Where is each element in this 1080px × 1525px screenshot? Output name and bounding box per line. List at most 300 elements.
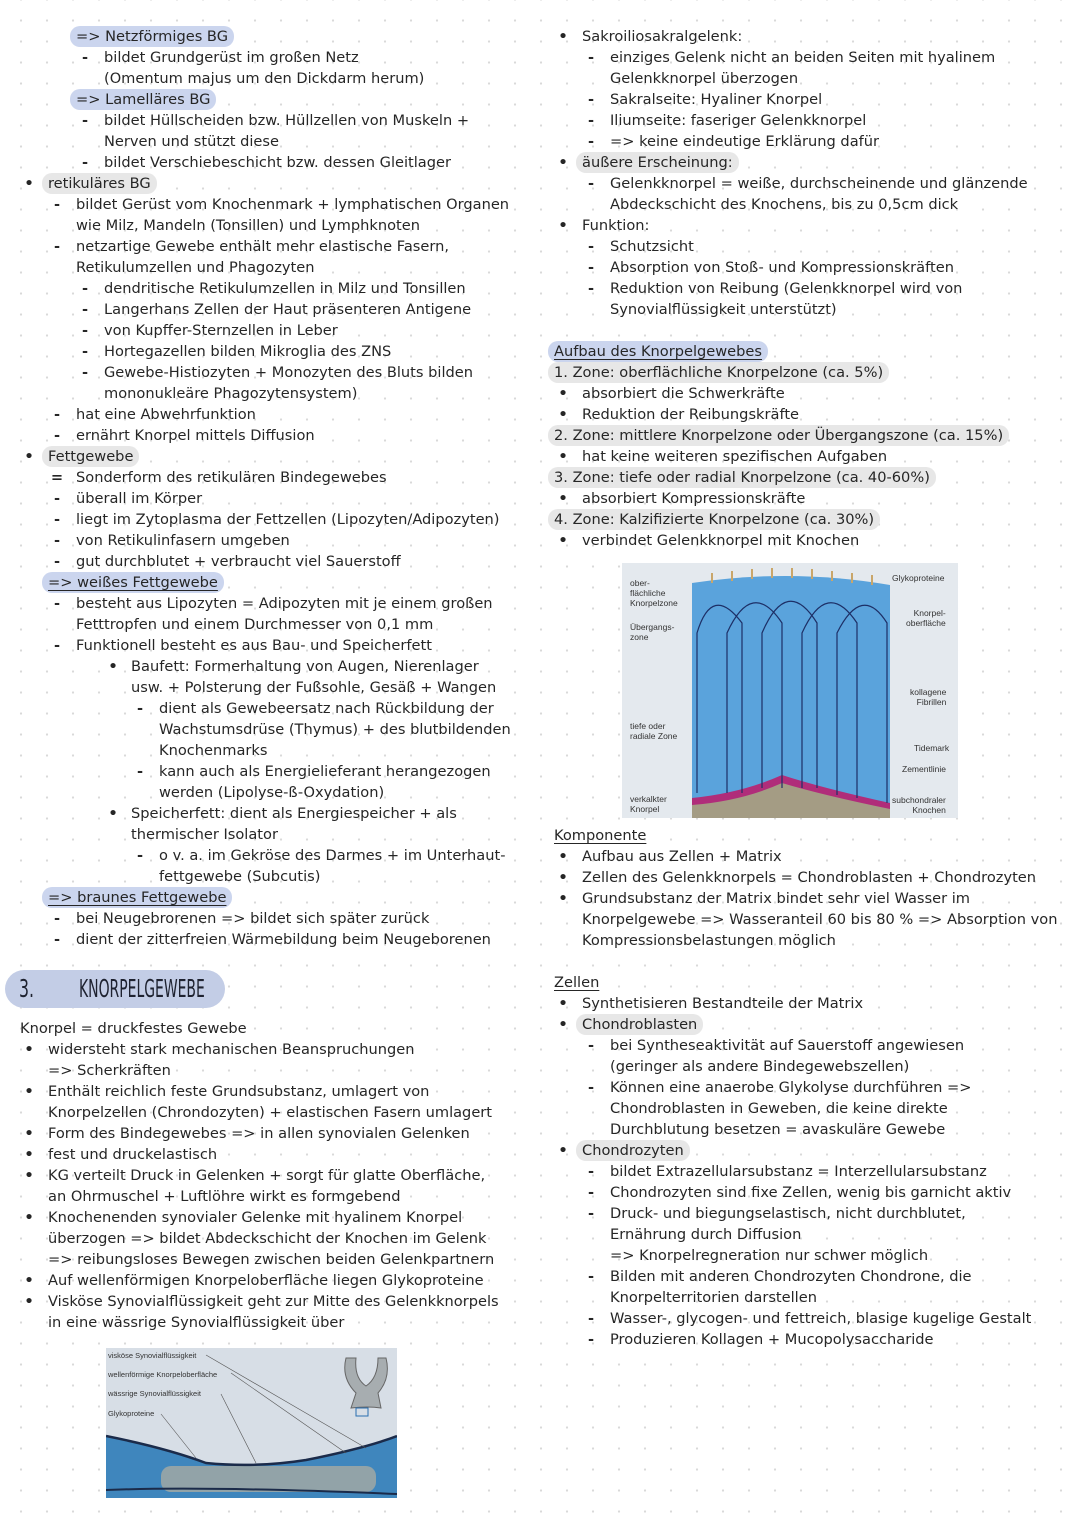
subheading: Chondrozyten <box>576 1140 690 1161</box>
dash-marker: - <box>81 154 89 171</box>
figure-label: Übergangs- zone <box>630 622 675 642</box>
bullet-icon: • <box>24 1293 34 1310</box>
note-text: gut durchblutet + verbraucht viel Sauerstoff <box>76 553 401 570</box>
note-line <box>0 635 530 656</box>
note-text: werden (Lipolyse-ß-Oxydation) <box>159 784 385 801</box>
subheading: Zellen <box>554 974 600 991</box>
note-line <box>534 1077 1064 1098</box>
note-line <box>0 152 530 173</box>
note-line <box>0 1249 530 1270</box>
subheading: Komponente <box>554 827 647 844</box>
note-text: Sakralseite: Hyaliner Knorpel <box>610 91 823 108</box>
note-text: Abdeckschicht des Knochens, bis zu 0,5cm dick <box>610 196 959 213</box>
bullet-icon: • <box>24 1167 34 1184</box>
note-text: thermischer Isolator <box>131 826 278 843</box>
bullet-icon: • <box>24 1146 34 1163</box>
note-line <box>534 446 1064 467</box>
subheading: 3. Zone: tiefe oder radial Knorpelzone (ca. 40-60%) <box>548 467 936 488</box>
note-line <box>0 215 530 236</box>
dash-marker: - <box>53 637 61 654</box>
dash-marker: - <box>81 49 89 66</box>
figure-label: Tidemark <box>914 743 950 753</box>
note-line <box>534 341 1064 362</box>
note-text: => reibungsloses Bewegen zwischen beiden Gelenkpartnern <box>48 1251 495 1268</box>
note-line <box>534 47 1064 68</box>
note-line <box>534 467 1064 488</box>
note-text: Absorption von Stoß- und Kompressionskräften <box>610 259 954 276</box>
bullet-icon: • <box>558 28 568 45</box>
note-text: hat keine weiteren spezifischen Aufgaben <box>582 448 888 465</box>
note-text: bildet Verschiebeschicht bzw. dessen Gleitlager <box>104 154 451 171</box>
note-line <box>534 383 1064 404</box>
note-line <box>0 173 530 194</box>
note-line <box>534 362 1064 383</box>
note-text: absorbiert die Schwerkräfte <box>582 385 785 402</box>
note-text: in eine wässrige Synovialflüssigkeit über <box>48 1314 345 1331</box>
subheading: retikuläres BG <box>42 173 157 194</box>
dash-marker: - <box>587 280 595 297</box>
section-heading <box>5 970 225 1008</box>
note-text: Knorpelgewebe => Wasseranteil 60 bis 80 % => Absorption von <box>582 911 1058 928</box>
note-line <box>0 1228 530 1249</box>
bullet-icon: • <box>558 448 568 465</box>
note-text: liegt im Zytoplasma der Fettzellen (Lipozyten/Adipozyten) <box>76 511 500 528</box>
figure-label: visköse Synovialflüssigkeit <box>108 1351 197 1360</box>
bullet-icon: • <box>24 1041 34 1058</box>
dash-marker: - <box>53 196 61 213</box>
figure-label: tiefe oder radiale Zone <box>630 721 678 741</box>
note-line <box>534 867 1064 888</box>
note-line <box>534 1098 1064 1119</box>
note-text: absorbiert Kompressionskräfte <box>582 490 806 507</box>
note-line <box>534 530 1064 551</box>
bullet-icon: • <box>24 448 34 465</box>
note-text: Gelenkknorpel = weiße, durchscheinende und glänzende <box>610 175 1028 192</box>
subheading: äußere Erscheinung: <box>576 152 739 173</box>
note-line <box>534 152 1064 173</box>
note-text: Retikulumzellen und Phagozyten <box>76 259 315 276</box>
bullet-icon: • <box>24 1083 34 1100</box>
note-text: bildet Grundgerüst im großen Netz <box>104 49 359 66</box>
note-text: dient als Gewebeersatz nach Rückbildung der <box>159 700 494 717</box>
note-text: Hortegazellen bilden Mikroglia des ZNS <box>104 343 392 360</box>
note-line <box>0 1144 530 1165</box>
subheading: 1. Zone: oberflächliche Knorpelzone (ca. 5%) <box>548 362 889 383</box>
dash-marker: - <box>53 595 61 612</box>
note-line <box>0 320 530 341</box>
note-line <box>534 68 1064 89</box>
note-line <box>0 677 530 698</box>
right-block-2 <box>534 341 1064 551</box>
note-line <box>534 1014 1064 1035</box>
note-text: Auf wellenförmigen Knorpeloberfläche liegen Glykoproteine <box>48 1272 484 1289</box>
note-line <box>0 782 530 803</box>
note-line <box>534 89 1064 110</box>
bullet-icon: • <box>558 890 568 907</box>
note-text: fettgewebe (Subcutis) <box>159 868 321 885</box>
figure-label: Glykoproteine <box>892 573 945 583</box>
note-line <box>0 383 530 404</box>
dash-marker: - <box>136 700 144 717</box>
note-text: bildet Hüllscheiden bzw. Hüllzellen von Muskeln + <box>104 112 470 129</box>
note-text: Knorpelterritorien darstellen <box>610 1289 817 1306</box>
dash-marker: = <box>50 469 64 486</box>
note-text: Druck- und biegungselastisch, nicht durchblutet, <box>610 1205 966 1222</box>
dash-marker: - <box>53 511 61 528</box>
figure-label: wellenförmige Knorpeloberfläche <box>108 1370 218 1379</box>
note-line <box>0 803 530 824</box>
dash-marker: - <box>587 175 595 192</box>
dash-marker: - <box>53 490 61 507</box>
note-text: Chondroblasten in Geweben, die keine direkte <box>610 1100 948 1117</box>
note-text: (Omentum majus um den Dickdarm herum) <box>104 70 425 87</box>
note-text: bildet Gerüst vom Knochenmark + lymphatischen Organen <box>76 196 510 213</box>
dash-marker: - <box>136 847 144 864</box>
note-text: verbindet Gelenkknorpel mit Knochen <box>582 532 860 549</box>
bullet-icon: • <box>558 1142 568 1159</box>
dash-marker: - <box>81 322 89 339</box>
note-line <box>534 1266 1064 1287</box>
note-line <box>534 825 1064 846</box>
note-line <box>0 929 530 950</box>
note-text: ernährt Knorpel mittels Diffusion <box>76 427 315 444</box>
dash-marker: - <box>587 91 595 108</box>
note-text: Sakroiliosakralgelenk: <box>582 28 743 45</box>
dash-marker: - <box>587 1331 595 1348</box>
note-text: Knochenenden synovialer Gelenke mit hyalinem Knorpel <box>48 1209 463 1226</box>
note-line <box>534 1203 1064 1224</box>
note-text: an Ohrmuschel + Luftlöhre wirkt es formgebend <box>48 1188 401 1205</box>
note-line <box>534 1329 1064 1350</box>
cartilage-zones-figure <box>622 563 958 818</box>
note-text: Fetttropfen und einem Durchmesser von 0,1 mm <box>76 616 434 633</box>
note-line <box>0 467 530 488</box>
note-line <box>0 446 530 467</box>
note-text: usw. + Polsterung der Fußsohle, Gesäß + Wangen <box>131 679 497 696</box>
dash-marker: - <box>587 133 595 150</box>
note-line <box>0 1312 530 1333</box>
bullet-icon: • <box>558 385 568 402</box>
dash-marker: - <box>587 1268 595 1285</box>
subheading: => Netzförmiges BG <box>70 26 234 47</box>
note-line <box>534 1245 1064 1266</box>
note-text: Form des Bindegewebes => in allen synovialen Gelenken <box>48 1125 470 1142</box>
note-text: überzogen => bildet Abdeckschicht der Knochen im Gelenk <box>48 1230 487 1247</box>
left-block-b <box>0 1018 530 1333</box>
note-text: Ernährung durch Diffusion <box>610 1226 802 1243</box>
right-block-4 <box>534 972 1064 1350</box>
note-line <box>0 110 530 131</box>
bullet-icon: • <box>558 406 568 423</box>
note-line <box>534 909 1064 930</box>
bullet-icon: • <box>558 869 568 886</box>
note-line <box>0 488 530 509</box>
note-text: widersteht stark mechanischen Beanspruchungen <box>48 1041 415 1058</box>
dash-marker: - <box>587 238 595 255</box>
note-text: Kompressionsbelastungen möglich <box>582 932 836 949</box>
figure-label: verkalkter Knorpel <box>630 794 667 814</box>
note-line <box>0 257 530 278</box>
note-text: Chondrozyten sind fixe Zellen, wenig bis garnicht aktiv <box>610 1184 1012 1201</box>
note-line <box>534 1035 1064 1056</box>
note-line <box>534 972 1064 993</box>
note-line <box>0 1081 530 1102</box>
note-line <box>0 1291 530 1312</box>
figure-label: Zementlinie <box>902 764 946 774</box>
note-text: einziges Gelenk nicht an beiden Seiten mit hyalinem <box>610 49 996 66</box>
note-text: Visköse Synovialflüssigkeit geht zur Mitte des Gelenkknorpels <box>48 1293 499 1310</box>
note-line <box>534 993 1064 1014</box>
note-line <box>534 173 1064 194</box>
note-text: (geringer als andere Bindegewebszellen) <box>610 1058 910 1075</box>
note-line <box>534 888 1064 909</box>
note-text: Iliumseite: faseriger Gelenkknorpel <box>610 112 867 129</box>
figure-label: Glykoproteine <box>108 1409 155 1418</box>
note-text: Baufett: Formerhaltung von Augen, Nierenlager <box>131 658 479 675</box>
subheading: 2. Zone: mittlere Knorpelzone oder Übergangszone (ca. 15%) <box>548 425 1009 446</box>
note-text: Durchblutung besetzen = avaskuläre Gewebe <box>610 1121 946 1138</box>
note-text: netzartige Gewebe enthält mehr elastische Fasern, <box>76 238 449 255</box>
note-line <box>534 131 1064 152</box>
synovial-fluid-figure <box>106 1348 397 1498</box>
note-text: kann auch als Energielieferant herangezogen <box>159 763 491 780</box>
bullet-icon: • <box>558 995 568 1012</box>
note-text: Sonderform des retikulären Bindegewebes <box>76 469 387 486</box>
note-text: Zellen des Gelenkknorpels = Chondroblasten + Chondrozyten <box>582 869 1037 886</box>
bullet-icon: • <box>24 1209 34 1226</box>
note-text: Produzieren Kollagen + Mucopolysaccharide <box>610 1331 934 1348</box>
note-line <box>0 1102 530 1123</box>
note-text: wie Milz, Mandeln (Tonsillen) und Lymphknoten <box>76 217 420 234</box>
note-line <box>0 572 530 593</box>
note-line <box>534 425 1064 446</box>
left-block-a <box>0 26 530 950</box>
note-line <box>0 236 530 257</box>
note-line <box>534 404 1064 425</box>
note-text: Reduktion der Reibungskräfte <box>582 406 800 423</box>
note-text: Nerven und stützt diese <box>104 133 279 150</box>
dash-marker: - <box>81 343 89 360</box>
section-number: 3. <box>19 974 35 1003</box>
note-text: Knorpelzellen (Chrondozyten) + elastischen Fasern umlagert <box>48 1104 493 1121</box>
note-line <box>0 26 530 47</box>
note-text: Funktion: <box>582 217 650 234</box>
figure-label: ober- flächliche Knorpelzone <box>630 578 678 608</box>
note-text: o v. a. im Gekröse des Darmes + im Unterhaut- <box>159 847 506 864</box>
bullet-icon: • <box>558 1016 568 1033</box>
note-line <box>534 236 1064 257</box>
note-text: Grundsubstanz der Matrix bindet sehr viel Wasser im <box>582 890 971 907</box>
note-text: von Retikulinfasern umgeben <box>76 532 290 549</box>
dash-marker: - <box>53 532 61 549</box>
dash-marker: - <box>587 1205 595 1222</box>
note-line <box>0 866 530 887</box>
note-text: Synovialflüssigkeit unterstützt) <box>610 301 837 318</box>
subheading: => weißes Fettgewebe <box>42 572 224 593</box>
note-text: Gewebe-Histiozyten + Monozyten des Bluts bilden <box>104 364 474 381</box>
note-line <box>0 509 530 530</box>
dash-marker: - <box>587 259 595 276</box>
note-line <box>0 425 530 446</box>
dash-marker: - <box>81 280 89 297</box>
note-line <box>534 1182 1064 1203</box>
note-text: von Kupffer-Sternzellen in Leber <box>104 322 338 339</box>
note-line <box>534 1287 1064 1308</box>
note-line <box>534 26 1064 47</box>
figure-label: subchondraler Knochen <box>892 795 946 815</box>
note-text: Knochenmarks <box>159 742 268 759</box>
note-line <box>0 845 530 866</box>
dash-marker: - <box>587 49 595 66</box>
note-line <box>0 404 530 425</box>
note-line <box>534 1140 1064 1161</box>
note-line <box>534 215 1064 236</box>
subheading: Chondroblasten <box>576 1014 703 1035</box>
dash-marker: - <box>587 1079 595 1096</box>
note-line <box>0 1165 530 1186</box>
note-text: Gelenkknorpel überzogen <box>610 70 799 87</box>
bullet-icon: • <box>108 805 118 822</box>
note-text: Reduktion von Reibung (Gelenkknorpel wird von <box>610 280 963 297</box>
right-block-3 <box>534 825 1064 951</box>
right-block-1 <box>534 26 1064 320</box>
dash-marker: - <box>53 427 61 444</box>
note-text: Schutzsicht <box>610 238 694 255</box>
note-text: dendritische Retikulumzellen in Milz und Tonsillen <box>104 280 466 297</box>
dash-marker: - <box>587 112 595 129</box>
note-line <box>0 1270 530 1291</box>
note-text: Funktionell besteht es aus Bau- und Speicherfett <box>76 637 432 654</box>
note-text: Bilden mit anderen Chondrozyten Chondrone, die <box>610 1268 972 1285</box>
bullet-icon: • <box>558 217 568 234</box>
note-text: mononukleäre Phagozytensystem) <box>104 385 358 402</box>
bullet-icon: • <box>24 1272 34 1289</box>
dash-marker: - <box>53 931 61 948</box>
note-line <box>0 362 530 383</box>
note-line <box>534 1056 1064 1077</box>
note-text: Wachstumsdrüse (Thymus) + des blutbildenden <box>159 721 511 738</box>
note-line <box>0 761 530 782</box>
note-line <box>534 846 1064 867</box>
note-line <box>534 1308 1064 1329</box>
note-line <box>0 299 530 320</box>
note-line <box>0 1123 530 1144</box>
note-line <box>534 194 1064 215</box>
bullet-icon: • <box>558 154 568 171</box>
note-line <box>0 698 530 719</box>
note-text: KG verteilt Druck in Gelenken + sorgt für glatte Oberfläche, <box>48 1167 486 1184</box>
figure-label: wässrige Synovialflüssigkeit <box>108 1389 201 1398</box>
note-text: fest und druckelastisch <box>48 1146 218 1163</box>
note-line <box>0 614 530 635</box>
bullet-icon: • <box>108 658 118 675</box>
bullet-icon: • <box>558 532 568 549</box>
note-text: => keine eindeutige Erklärung dafür <box>610 133 880 150</box>
dash-marker: - <box>81 112 89 129</box>
note-text: Speicherfett: dient als Energiespeicher + als <box>131 805 457 822</box>
subheading: Aufbau des Knorpelgewebes <box>548 341 768 362</box>
note-line <box>0 719 530 740</box>
note-line <box>0 1207 530 1228</box>
note-text: bei Syntheseaktivität auf Sauerstoff angewiesen <box>610 1037 965 1054</box>
note-line <box>0 89 530 110</box>
bullet-icon: • <box>24 175 34 192</box>
note-line <box>0 908 530 929</box>
dash-marker: - <box>81 301 89 318</box>
note-line <box>0 131 530 152</box>
subheading: => Lamelläres BG <box>70 89 216 110</box>
note-line <box>534 1119 1064 1140</box>
bullet-icon: • <box>558 490 568 507</box>
dash-marker: - <box>53 238 61 255</box>
note-line <box>0 887 530 908</box>
dash-marker: - <box>136 763 144 780</box>
dash-marker: - <box>587 1037 595 1054</box>
note-line <box>534 257 1064 278</box>
dash-marker: - <box>587 1184 595 1201</box>
note-text: besteht aus Lipozyten = Adipozyten mit je einem großen <box>76 595 493 612</box>
note-line <box>534 1161 1064 1182</box>
subheading: 4. Zone: Kalzifizierte Knorpelzone (ca. 30%) <box>548 509 880 530</box>
subheading: Fettgewebe <box>42 446 139 467</box>
note-text: Langerhans Zellen der Haut präsenteren Antigene <box>104 301 472 318</box>
note-text: bei Neugebrorenen => bildet sich später zurück <box>76 910 430 927</box>
note-text: dient der zitterfreien Wärmebildung beim Neugeborenen <box>76 931 491 948</box>
note-line <box>0 551 530 572</box>
figure-label: kollagene Fibrillen <box>910 687 947 707</box>
note-line <box>534 278 1064 299</box>
note-line <box>534 1224 1064 1245</box>
note-line <box>0 194 530 215</box>
note-text: Knorpel = druckfestes Gewebe <box>20 1020 247 1037</box>
note-text: bildet Extrazellularsubstanz = Interzellularsubstanz <box>610 1163 987 1180</box>
note-line <box>0 1060 530 1081</box>
note-line <box>0 341 530 362</box>
dash-marker: - <box>587 1310 595 1327</box>
note-text: überall im Körper <box>76 490 203 507</box>
subheading: => braunes Fettgewebe <box>42 887 232 908</box>
note-text: => Knorpelregneration nur schwer möglich <box>610 1247 929 1264</box>
note-line <box>0 530 530 551</box>
note-text: Wasser-, glycogen- und fettreich, blasige kugelige Gestalt <box>610 1310 1032 1327</box>
dash-marker: - <box>587 1163 595 1180</box>
dash-marker: - <box>53 406 61 423</box>
note-text: => Scherkräften <box>48 1062 171 1079</box>
section-title: KNORPELGEWEBE <box>79 974 205 1003</box>
note-line <box>534 509 1064 530</box>
note-line <box>534 299 1064 320</box>
note-line <box>0 740 530 761</box>
note-line <box>0 1186 530 1207</box>
note-line <box>0 1018 530 1039</box>
note-line <box>0 47 530 68</box>
note-line <box>0 278 530 299</box>
dash-marker: - <box>81 364 89 381</box>
note-line <box>0 593 530 614</box>
note-line <box>534 488 1064 509</box>
note-line <box>0 1039 530 1060</box>
note-line <box>0 656 530 677</box>
note-text: Enthält reichlich feste Grundsubstanz, umlagert von <box>48 1083 430 1100</box>
note-line <box>0 68 530 89</box>
note-line <box>534 110 1064 131</box>
note-text: hat eine Abwehrfunktion <box>76 406 256 423</box>
dash-marker: - <box>53 553 61 570</box>
note-line <box>0 824 530 845</box>
dash-marker: - <box>53 910 61 927</box>
note-line <box>534 930 1064 951</box>
figure-label: Knorpel- oberfläche <box>906 608 946 628</box>
